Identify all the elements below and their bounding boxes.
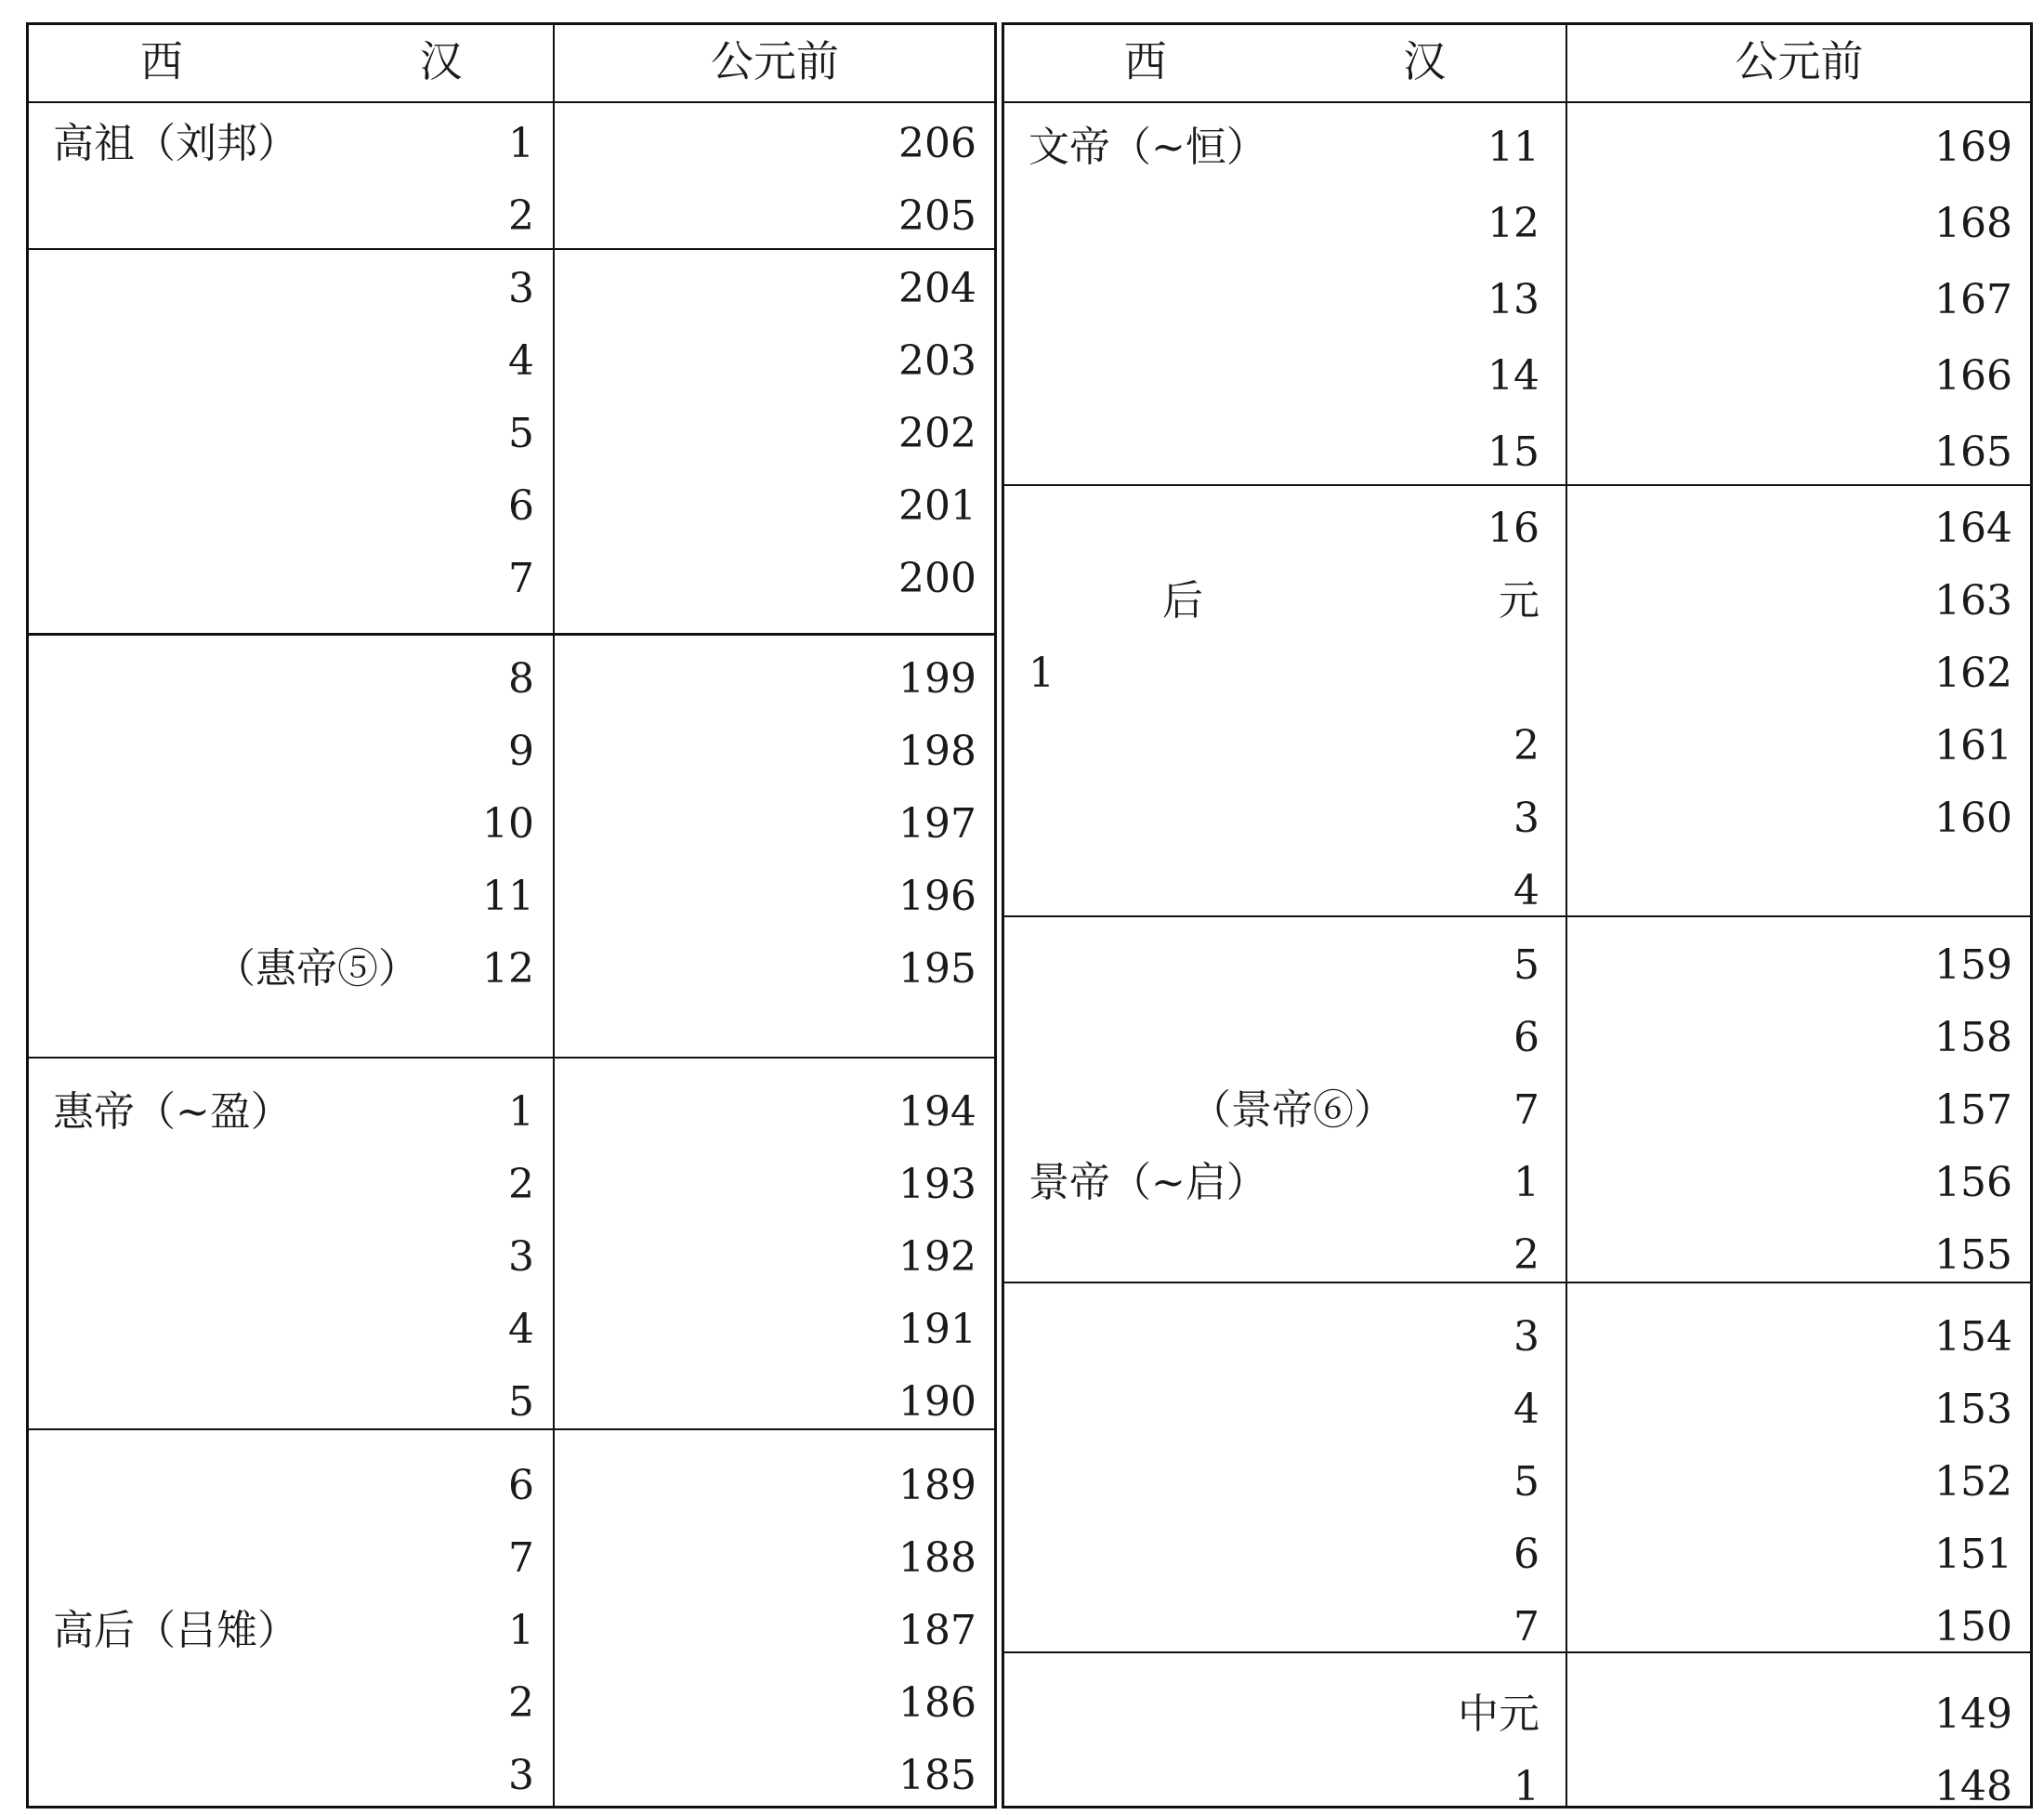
reign-year: 12 [1487, 200, 1540, 247]
reign-year: 6 [1513, 1531, 1540, 1578]
reign-year: 2 [1513, 722, 1540, 769]
bce-year: 196 [898, 873, 976, 920]
reign-year: 5 [1513, 1458, 1540, 1506]
bce-year: 162 [1934, 650, 2012, 697]
bce-year: 188 [898, 1534, 976, 1582]
reign-year: 4 [1513, 1386, 1540, 1433]
bce-year: 190 [898, 1378, 976, 1426]
bce-year: 159 [1934, 941, 2012, 989]
bce-year: 206 [898, 120, 976, 167]
header-divider [29, 101, 994, 103]
bce-year: 160 [1934, 795, 2012, 842]
reign-year: 2 [508, 1161, 534, 1208]
reign-year: 元 [1499, 577, 1540, 625]
left-chronology-table [26, 22, 997, 1808]
bce-year: 193 [898, 1161, 976, 1208]
right-chronology-table [1002, 22, 2033, 1808]
reign-year: 2 [1513, 1231, 1540, 1279]
reign-label: 高后（吕雉） [53, 1607, 298, 1654]
reign-year: 1 [508, 1088, 534, 1136]
group-divider [1004, 1651, 2030, 1653]
bce-year: 168 [1934, 200, 2012, 247]
reign-year: 6 [508, 1462, 534, 1509]
bce-year: 192 [898, 1233, 976, 1281]
bce-year: 157 [1934, 1086, 2012, 1134]
bce-year: 161 [1934, 722, 2012, 769]
group-divider [29, 633, 994, 636]
reign-year: 11 [1487, 124, 1540, 171]
bce-year: 199 [898, 655, 976, 703]
bce-year: 189 [898, 1462, 976, 1509]
reign-year: 1 [508, 1607, 534, 1654]
reign-year: 16 [1487, 505, 1540, 552]
bce-year: 187 [898, 1607, 976, 1654]
bce-year: 169 [1934, 124, 2012, 171]
reign-year: 10 [482, 800, 534, 848]
reign-year: 5 [508, 1378, 534, 1426]
reign-year: 7 [1513, 1086, 1540, 1134]
reign-year: 8 [508, 655, 534, 703]
bce-year: 153 [1934, 1386, 2012, 1433]
bce-year [1566, 868, 2012, 914]
bce-year: 202 [898, 410, 976, 457]
group-divider [1004, 1282, 2030, 1283]
reign-year: 12 [482, 945, 534, 993]
bce-year: 195 [898, 945, 976, 993]
reign-year: 11 [482, 873, 534, 920]
reign-label: 1 [1029, 650, 1055, 697]
bce-year: 151 [1934, 1531, 2012, 1578]
bce-year: 186 [898, 1679, 976, 1727]
bce-year: 198 [898, 728, 976, 775]
reign-label: （景帝⑥） [1190, 1086, 1395, 1134]
reign-year: 15 [1487, 428, 1540, 476]
header-bce: 公元前 [711, 36, 839, 86]
group-divider [1004, 915, 2030, 917]
reign-label: （惠帝⑤） [215, 945, 419, 993]
bce-year: 191 [898, 1306, 976, 1353]
header-dynasty: 西 汉 [1123, 36, 1558, 86]
reign-year: 7 [508, 555, 534, 602]
reign-year: 3 [1513, 795, 1540, 842]
bce-year: 201 [898, 482, 976, 530]
reign-year: 4 [508, 1306, 534, 1353]
bce-year: 166 [1934, 352, 2012, 400]
bce-year: 185 [898, 1752, 976, 1799]
bce-year: 163 [1934, 577, 2012, 625]
header-dynasty: 西 汉 [140, 36, 574, 86]
group-divider [29, 248, 994, 250]
reign-year: 3 [1513, 1313, 1540, 1361]
bce-year: 154 [1934, 1313, 2012, 1361]
reign-year [1004, 651, 1540, 697]
bce-year: 165 [1934, 428, 2012, 476]
reign-year: 1 [1513, 1159, 1540, 1206]
reign-label: 高祖（刘邦） [53, 120, 298, 167]
reign-year: 4 [1513, 867, 1540, 914]
reign-label: 景帝（~启） [1029, 1159, 1267, 1206]
bce-year: 164 [1934, 505, 2012, 552]
bce-year: 158 [1934, 1014, 2012, 1061]
reign-year: 13 [1487, 276, 1540, 323]
bce-year: 205 [898, 192, 976, 240]
reign-year: 3 [508, 1233, 534, 1281]
reign-label: 后 [1162, 577, 1203, 625]
group-divider [1004, 484, 2030, 486]
bce-year: 156 [1934, 1159, 2012, 1206]
reign-year: 3 [508, 1752, 534, 1799]
header-divider [1004, 101, 2030, 103]
bce-year: 194 [898, 1088, 976, 1136]
reign-year: 5 [1513, 941, 1540, 989]
reign-year: 2 [508, 1679, 534, 1727]
reign-year: 中元 [1458, 1690, 1540, 1738]
bce-year: 200 [898, 555, 976, 602]
reign-year: 1 [508, 120, 534, 167]
bce-year: 203 [898, 337, 976, 385]
bce-year: 149 [1934, 1690, 2012, 1738]
reign-year: 7 [1513, 1603, 1540, 1651]
reign-year: 6 [1513, 1014, 1540, 1061]
group-divider [29, 1428, 994, 1430]
reign-year: 4 [508, 337, 534, 385]
reign-label: 惠帝（~盈） [53, 1088, 292, 1136]
bce-year: 148 [1934, 1763, 2012, 1810]
reign-year: 1 [1513, 1763, 1540, 1810]
bce-year: 167 [1934, 276, 2012, 323]
reign-year: 6 [508, 482, 534, 530]
reign-year: 5 [508, 410, 534, 457]
header-bce: 公元前 [1735, 36, 1864, 86]
reign-year: 7 [508, 1534, 534, 1582]
reign-year: 2 [508, 192, 534, 240]
reign-year: 9 [508, 728, 534, 775]
reign-year: 14 [1487, 352, 1540, 400]
bce-year: 197 [898, 800, 976, 848]
reign-label: 文帝（~恒） [1029, 124, 1267, 171]
group-divider [29, 1057, 994, 1059]
bce-year: 155 [1934, 1231, 2012, 1279]
bce-year: 152 [1934, 1458, 2012, 1506]
bce-year: 204 [898, 265, 976, 312]
bce-year: 150 [1934, 1603, 2012, 1651]
reign-year: 3 [508, 265, 534, 312]
